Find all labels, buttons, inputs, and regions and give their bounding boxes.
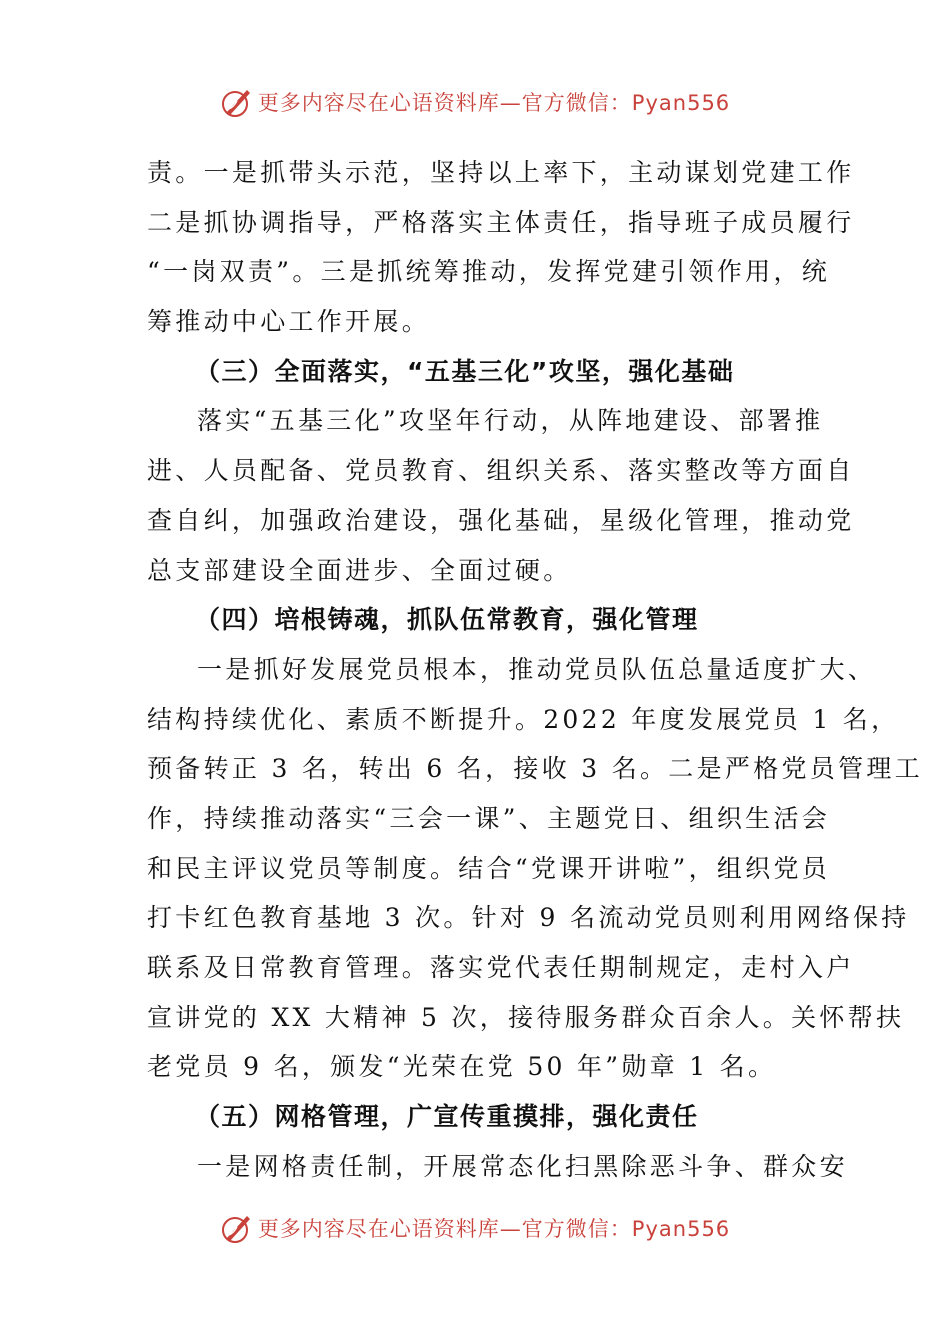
paragraph-line: 落实“五基三化”攻坚年行动，从阵地建设、部署推: [197, 406, 824, 436]
paragraph-line: 进、人员配备、党员教育、组织关系、落实整改等方面自: [147, 456, 855, 486]
paragraph-line: 宣讲党的 XX 大精神 5 次，接待服务群众百余人。关怀帮扶: [147, 1002, 905, 1032]
quill-logo-icon: [220, 1211, 254, 1245]
paragraph-line: 总支部建设全面进步、全面过硬。: [147, 555, 572, 585]
paragraph-line: 老党员 9 名，颁发“光荣在党 50 年”勋章 1 名。: [147, 1052, 777, 1082]
paragraph-line: 预备转正 3 名，转出 6 名，接收 3 名。二是严格党员管理工: [147, 754, 923, 784]
document-body: [147, 148, 923, 1191]
quill-logo-icon: [220, 85, 254, 119]
paragraph-line: 作，持续推动落实“三会一课”、主题党日、组织生活会: [147, 803, 831, 833]
paragraph-line: 筹推动中心工作开展。: [147, 307, 431, 337]
paragraph-line: “一岗双责”。三是抓统筹推动，发挥党建引领作用，统: [147, 257, 831, 287]
watermark-banner-top: [0, 82, 950, 122]
paragraph-line: 查自纠，加强政治建设，强化基础，星级化管理，推动党: [147, 505, 855, 535]
paragraph-line: 二是抓协调指导，严格落实主体责任，指导班子成员履行: [147, 207, 855, 237]
section-heading-5: （五）网格管理，广宣传重摸排，强化责任: [195, 1102, 699, 1132]
paragraph-line: 和民主评议党员等制度。结合“党课开讲啦”，组织党员: [147, 853, 831, 883]
paragraph-line: 联系及日常教育管理。落实党代表任期制规定，走村入户: [147, 953, 855, 982]
paragraph-line: 一是抓好发展党员根本，推动党员队伍总量适度扩大、: [197, 654, 877, 684]
watermark-banner-bottom: [0, 1208, 950, 1248]
paragraph-line: 责。一是抓带头示范，坚持以上率下，主动谋划党建工作: [147, 158, 855, 187]
paragraph-line: 一是网格责任制，开展常态化扫黑除恶斗争、群众安: [197, 1151, 848, 1181]
watermark-text-top: 更多内容尽在心语资料库—官方微信：Pyan556: [257, 91, 731, 115]
watermark-text-bottom: 更多内容尽在心语资料库—官方微信：Pyan556: [257, 1217, 731, 1241]
section-heading-4: （四）培根铸魂，抓队伍常教育，强化管理: [195, 605, 699, 635]
paragraph-line: 打卡红色教育基地 3 次。针对 9 名流动党员则利用网络保持: [147, 903, 910, 933]
paragraph-line: 结构持续优化、素质不断提升。2022 年度发展党员 1 名，: [147, 704, 900, 734]
section-heading-3: （三）全面落实，“五基三化”攻坚，强化基础: [195, 356, 735, 386]
